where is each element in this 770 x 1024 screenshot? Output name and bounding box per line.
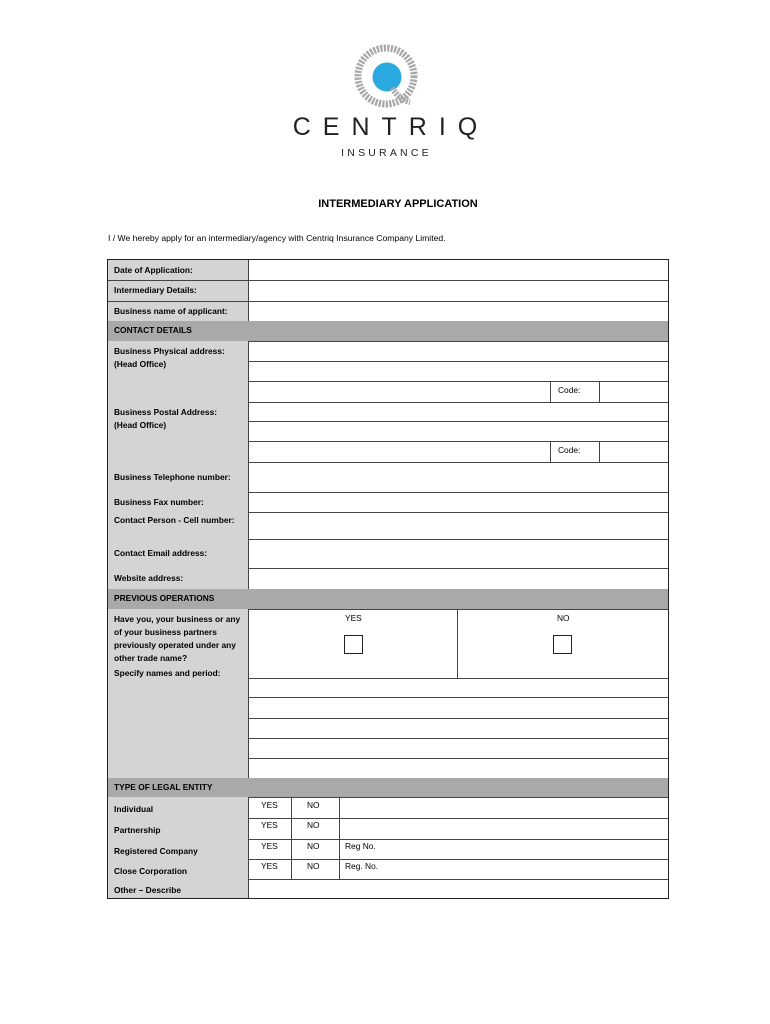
label-intermediary-details: Intermediary Details: (108, 280, 249, 301)
cell-divider (550, 441, 551, 462)
centriq-logo (0, 44, 770, 164)
brand-name: CENTRIQ (292, 113, 490, 141)
row-divider (249, 441, 668, 442)
physical-address-label: Business Physical address: (114, 346, 225, 356)
label-email: Contact Email address: (108, 539, 249, 568)
label-website: Website address: (108, 568, 249, 589)
column-divider (248, 260, 249, 321)
row-divider (249, 758, 668, 759)
partnership-yes[interactable]: YES (261, 820, 278, 830)
row-divider (249, 678, 668, 679)
partnership-no[interactable]: NO (307, 820, 320, 830)
cell-divider (291, 797, 292, 879)
row-divider (249, 381, 668, 382)
cell-divider (599, 381, 600, 402)
close-corp-reg-no-label: Reg. No. (345, 861, 379, 871)
registered-reg-no-label: Reg No. (345, 841, 376, 851)
postal-code-label: Code: (558, 445, 581, 455)
section-contact-details: CONTACT DETAILS (108, 321, 668, 341)
label-close-corporation: Close Corporation (108, 859, 249, 879)
section-legal-entity: TYPE OF LEGAL ENTITY (108, 778, 668, 797)
cell-divider (339, 797, 340, 879)
postal-address-label: Business Postal Address: (114, 407, 218, 417)
physical-code-label: Code: (558, 385, 581, 395)
individual-yes[interactable]: YES (261, 800, 278, 810)
close-corp-yes[interactable]: YES (261, 861, 278, 871)
label-fax: Business Fax number: (108, 492, 249, 512)
row-divider (249, 361, 668, 362)
column-divider (248, 797, 249, 898)
label-contact-person: Contact Person - Cell number: (108, 512, 249, 539)
specify-label: Specify names and period: (114, 668, 221, 678)
section-previous-operations: PREVIOUS OPERATIONS (108, 589, 668, 609)
label-previous-operations (108, 609, 249, 778)
cell-divider (457, 609, 458, 678)
column-divider (248, 609, 249, 778)
label-telephone: Business Telephone number: (108, 462, 249, 492)
centriq-logo-icon (354, 44, 418, 108)
intro-text: I / We hereby apply for an intermediary/agency with Centriq Insurance Company Limited. (108, 233, 446, 243)
label-physical-address (108, 341, 249, 402)
brand-subtitle: INSURANCE (341, 147, 432, 159)
row-divider (108, 280, 668, 281)
label-partnership: Partnership (108, 818, 249, 839)
previous-yes-checkbox[interactable] (344, 635, 363, 654)
registered-no[interactable]: NO (307, 841, 320, 851)
postal-head-office-label: (Head Office) (114, 420, 167, 430)
row-divider (108, 301, 668, 302)
row-divider (249, 718, 668, 719)
row-divider (249, 421, 668, 422)
registered-yes[interactable]: YES (261, 841, 278, 851)
label-other: Other – Describe (108, 879, 249, 898)
previous-yes-label: YES (345, 613, 362, 623)
previous-question: Have you, your business or any of your business partners previously operated under any other trade name? (114, 614, 241, 663)
label-registered-company: Registered Company (108, 839, 249, 859)
physical-head-office-label: (Head Office) (114, 359, 167, 369)
label-business-name: Business name of applicant: (108, 301, 249, 321)
form-title: INTERMEDIARY APPLICATION (318, 198, 478, 210)
previous-no-checkbox[interactable] (553, 635, 572, 654)
cell-divider (599, 441, 600, 462)
close-corp-no[interactable]: NO (307, 861, 320, 871)
previous-no-label: NO (557, 613, 570, 623)
column-divider (248, 341, 249, 589)
label-postal-address (108, 402, 249, 462)
label-individual: Individual (108, 797, 249, 818)
row-divider (249, 697, 668, 698)
label-date-of-application: Date of Application: (108, 260, 249, 280)
application-form (107, 259, 669, 899)
cell-divider (550, 381, 551, 402)
row-divider (249, 738, 668, 739)
individual-no[interactable]: NO (307, 800, 320, 810)
